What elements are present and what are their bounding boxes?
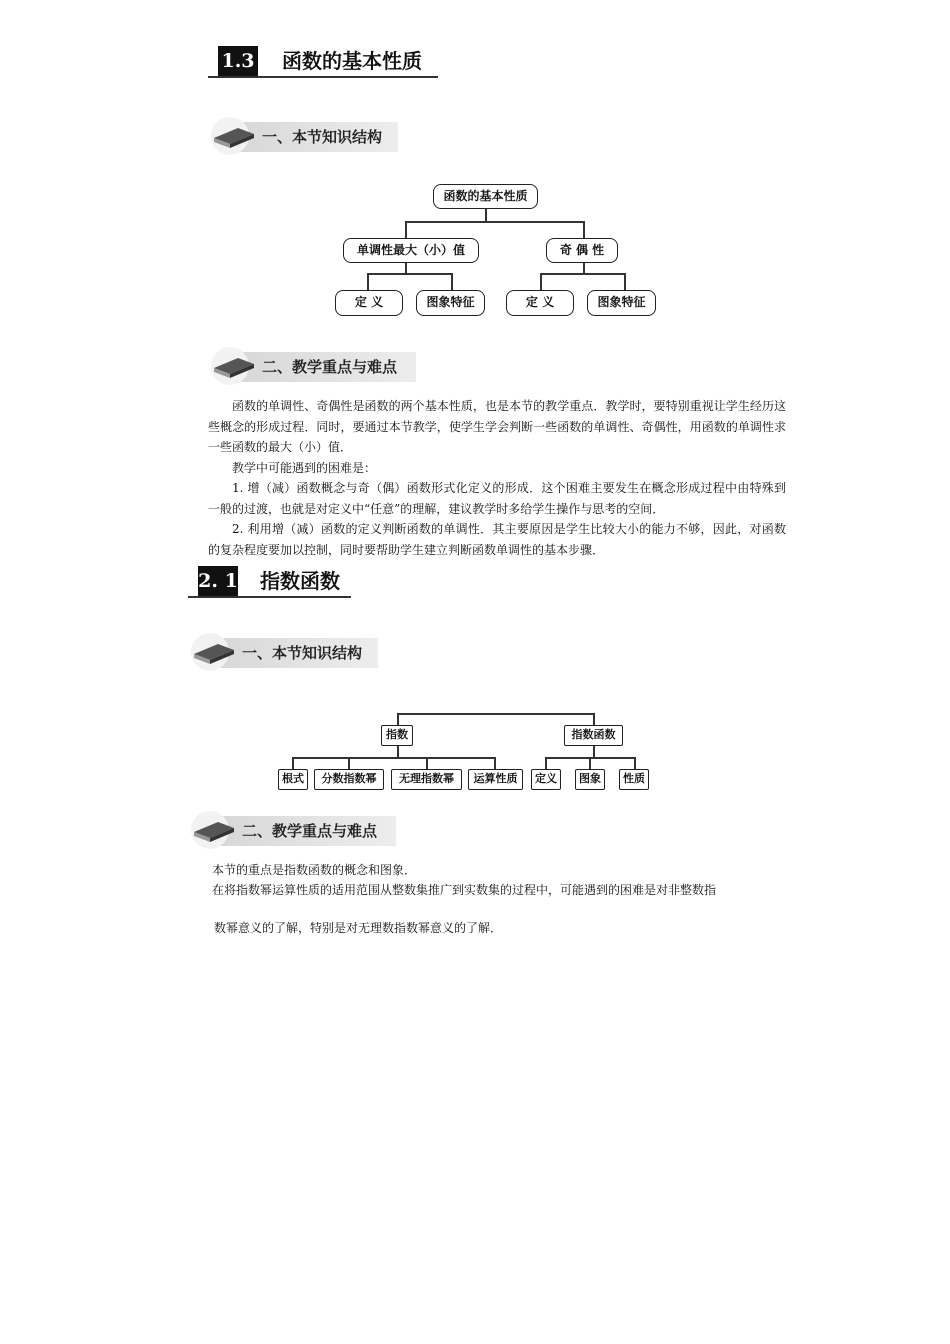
- section-header-2-1: [198, 566, 358, 606]
- diagram-node-definition: 定 义: [506, 290, 574, 316]
- diagram-node-exponential-function: 指数函数: [564, 725, 623, 746]
- book-icon: [208, 344, 264, 388]
- paragraph: 1. 增（减）函数概念与奇（偶）函数形式化定义的形成．这个困难主要发生在概念形成过程中由特殊到一般的过渡，也就是对定义中“任意”的理解，建议教学时多给学生操作与思考的空间．: [208, 481, 786, 516]
- paragraph: 2. 利用增（减）函数的定义判断函数的单调性．其主要原因是学生比较大小的能力不够，因此，对函数的复杂程度要加以控制，同时要帮助学生建立判断函数单调性的基本步骤．: [208, 522, 786, 557]
- section2-line: 数幂意义的了解，特别是对无理数指数幂意义的了解．: [214, 921, 503, 935]
- section1-body: [208, 396, 786, 560]
- section-header-1-3: [218, 46, 443, 86]
- diagram-node-irrational-power: 无理指数幂: [391, 769, 462, 790]
- diagram-node-radical: 根式: [278, 769, 308, 790]
- paragraph: 教学中可能遇到的困难是：: [232, 460, 377, 475]
- banner-label: 一、本节知识结构: [242, 644, 363, 662]
- diagram-node-monotonicity: 单调性最大（小）值: [343, 238, 479, 263]
- banner-key-points-1: [208, 344, 418, 388]
- banner-key-points-2: [188, 808, 398, 852]
- diagram-node-graph-features: 图象特征: [587, 290, 656, 316]
- section-title: 函数的基本性质: [282, 49, 422, 73]
- book-icon: [208, 114, 264, 158]
- banner-label: 一、本节知识结构: [262, 128, 383, 146]
- diagram-node-definition: 定 义: [335, 290, 403, 316]
- section-rule: [208, 76, 438, 78]
- banner-label: 二、教学重点与难点: [242, 822, 378, 840]
- section2-line: 本节的重点是指数函数的概念和图象．: [212, 863, 417, 877]
- section2-line: 在将指数幂运算性质的适用范围从整数集推广到实数集的过程中，可能遇到的困难是对非整数指: [212, 883, 717, 897]
- diagram-node-operation-properties: 运算性质: [468, 769, 523, 790]
- banner-knowledge-structure-2: [188, 630, 378, 674]
- book-icon: [188, 808, 244, 852]
- diagram-node-parity: 奇 偶 性: [546, 238, 618, 263]
- section-title: 指数函数: [260, 569, 340, 593]
- section-number: 2. 1: [198, 566, 238, 596]
- section-rule: [188, 596, 351, 598]
- diagram-node-definition: 定义: [531, 769, 561, 790]
- paragraph: 函数的单调性、奇偶性是函数的两个基本性质，也是本节的教学重点．教学时，要特别重视让学生经历这些概念的形成过程．同时，要通过本节教学，使学生学会判断一些函数的单调性、奇偶性，用函数的单调性求一些函数的最大（小）值．: [208, 399, 786, 454]
- diagram-node-exponent: 指数: [381, 725, 413, 746]
- book-icon: [188, 630, 244, 674]
- diagram-node-properties: 性质: [619, 769, 649, 790]
- diagram-node-graph-features: 图象特征: [416, 290, 485, 316]
- banner-label: 二、教学重点与难点: [262, 358, 398, 376]
- diagram-node-graph: 图象: [575, 769, 605, 790]
- banner-knowledge-structure-1: [208, 114, 398, 158]
- diagram-node-fractional-power: 分数指数幂: [314, 769, 384, 790]
- section-number: 1.3: [218, 46, 258, 76]
- diagram-node-root: 函数的基本性质: [433, 184, 538, 209]
